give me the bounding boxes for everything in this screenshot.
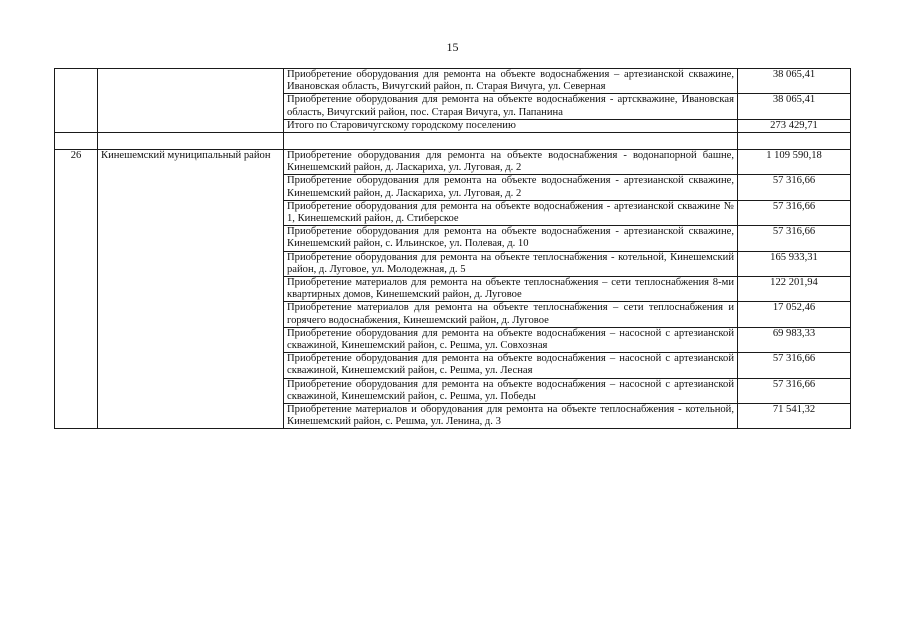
municipality-cell: Кинешемский муниципальный район bbox=[98, 150, 284, 429]
row-number-cell: 26 bbox=[55, 150, 98, 429]
description-cell: Приобретение оборудования для ремонта на объекте водоснабжения – насосной с артезианской скважиной, Кинешемский район, с. Решма, ул. Лесная bbox=[284, 353, 738, 378]
description-cell: Приобретение оборудования для ремонта на объекте водоснабжения – артезианской скважине, Ивановская область, Вичугский район, п. Старая Вичуга, ул. Северная bbox=[284, 69, 738, 94]
description-cell: Приобретение материалов для ремонта на объекте теплоснабжения – сети теплоснабжения 8-ми квартирных домов, Кинешемский район, д. Луговое bbox=[284, 277, 738, 302]
table-row bbox=[55, 69, 851, 94]
table-row bbox=[55, 150, 851, 175]
amount-cell: 122 201,94 bbox=[738, 277, 851, 302]
row-number-cell bbox=[55, 69, 98, 133]
funding-table bbox=[54, 68, 851, 429]
amount-cell: 71 541,32 bbox=[738, 404, 851, 429]
amount-cell: 57 316,66 bbox=[738, 200, 851, 225]
subtotal-amount: 273 429,71 bbox=[738, 119, 851, 132]
amount-cell: 165 933,31 bbox=[738, 251, 851, 276]
empty-cell bbox=[55, 133, 98, 150]
description-cell: Приобретение оборудования для ремонта на объекте водоснабжения - артскважине, Ивановская область, Вичугский район, пос. Старая Вичуга, ул. Папанина bbox=[284, 94, 738, 119]
amount-cell: 57 316,66 bbox=[738, 353, 851, 378]
description-cell: Приобретение оборудования для ремонта на объекте водоснабжения - артезианской скважине, Кинешемский район, с. Ильинское, ул. Полевая, д. 10 bbox=[284, 226, 738, 251]
description-cell: Приобретение оборудования для ремонта на объекте водоснабжения - водонапорной башне, Кинешемский район, д. Ласкариха, ул. Луговая, д. 2 bbox=[284, 150, 738, 175]
empty-cell bbox=[738, 133, 851, 150]
page-number: 15 bbox=[446, 40, 459, 54]
amount-cell: 1 109 590,18 bbox=[738, 150, 851, 175]
spacer-row bbox=[55, 133, 851, 150]
municipality-cell bbox=[98, 69, 284, 133]
description-cell: Приобретение оборудования для ремонта на объекте теплоснабжения - котельной, Кинешемский район, д. Луговое, ул. Молодежная, д. 5 bbox=[284, 251, 738, 276]
description-cell: Приобретение оборудования для ремонта на объекте водоснабжения - артезианской скважине, Кинешемский район, д. Ласкариха, ул. Луговая, д. 2 bbox=[284, 175, 738, 200]
amount-cell: 57 316,66 bbox=[738, 226, 851, 251]
description-cell: Приобретение оборудования для ремонта на объекте водоснабжения – насосной с артезианской скважиной, Кинешемский район, с. Решма, ул. Совхозная bbox=[284, 327, 738, 352]
empty-cell bbox=[284, 133, 738, 150]
amount-cell: 69 983,33 bbox=[738, 327, 851, 352]
description-cell: Приобретение оборудования для ремонта на объекте водоснабжения - артезианской скважине № 1, Кинешемский район, д. Стиберское bbox=[284, 200, 738, 225]
amount-cell: 57 316,66 bbox=[738, 175, 851, 200]
description-cell: Приобретение материалов для ремонта на объекте теплоснабжения – сети теплоснабжения и горячего водоснабжения, Кинешемский район, д. Луговое bbox=[284, 302, 738, 327]
amount-cell: 38 065,41 bbox=[738, 69, 851, 94]
description-cell: Приобретение оборудования для ремонта на объекте водоснабжения – насосной с артезианской скважиной, Кинешемский район, с. Решма, ул. Победы bbox=[284, 378, 738, 403]
empty-cell bbox=[98, 133, 284, 150]
subtotal-label: Итого по Старовичугскому городскому поселению bbox=[284, 119, 738, 132]
amount-cell: 57 316,66 bbox=[738, 378, 851, 403]
amount-cell: 17 052,46 bbox=[738, 302, 851, 327]
amount-cell: 38 065,41 bbox=[738, 94, 851, 119]
description-cell: Приобретение материалов и оборудования для ремонта на объекте теплоснабжения - котельной, Кинешемский район, с. Решма, ул. Ленина, д. 3 bbox=[284, 404, 738, 429]
